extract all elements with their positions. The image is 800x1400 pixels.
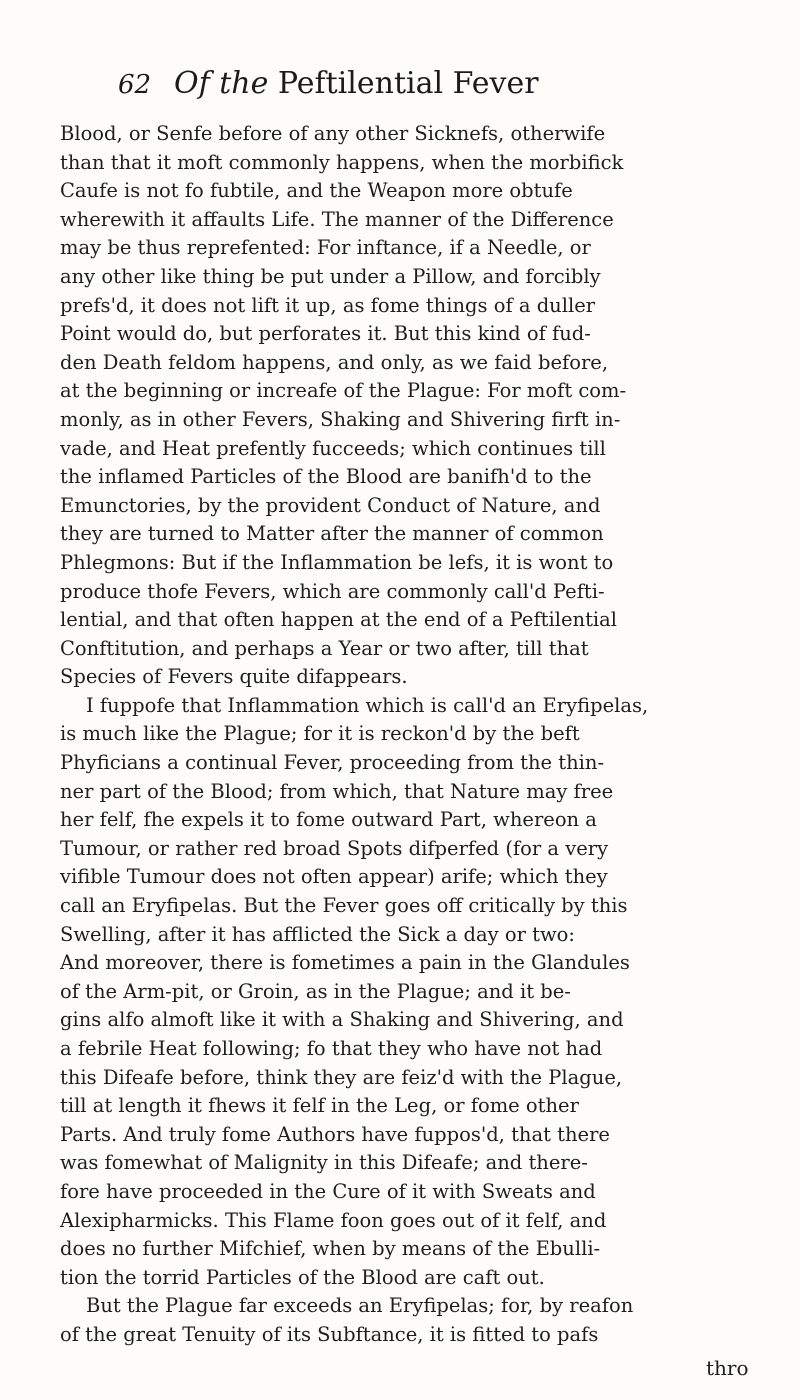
running-title <box>174 66 539 101</box>
paragraph-start-line: But the Plague far exceeds an Eryfipelas; for, by reafon <box>86 1294 634 1318</box>
text-line: fore have proceeded in the Cure of it with Sweats and <box>60 1179 596 1203</box>
text-line: den Death feldom happens, and only, as we faid before, <box>60 350 609 374</box>
text-line: Phlegmons: But if the Inflammation be lefs, it is wont to <box>60 550 614 574</box>
running-head <box>118 64 758 108</box>
text-line: Emunctories, by the provident Conduct of Nature, and <box>60 493 601 517</box>
text-line: Blood, or Senfe before of any other Sicknefs, otherwife <box>60 122 606 145</box>
text-line: Parts. And truly fome Authors have fuppos'd, that there <box>60 1122 610 1146</box>
text-line: was fomewhat of Malignity in this Difeafe; and there- <box>60 1151 588 1175</box>
text-line: tion the torrid Particles of the Blood are caft out. <box>60 1265 545 1289</box>
text-line: at the beginning or increafe of the Plague: For moft com- <box>60 379 627 403</box>
text-line: her felf, fhe expels it to fome outward Part, whereon a <box>60 808 597 832</box>
running-title-roman: Peftilential Fever <box>277 66 539 101</box>
text-line: And moreover, there is fometimes a pain in the Glandules <box>60 951 630 975</box>
text-line: Alexipharmicks. This Flame foon goes out of it felf, and <box>60 1208 607 1232</box>
paragraph-start-line: I fuppofe that Inflammation which is call'd an Eryfipelas, <box>86 693 649 717</box>
text-line: Species of Fevers quite difappears. <box>60 665 408 689</box>
text-line: vade, and Heat prefently fucceeds; which continues till <box>60 436 606 460</box>
text-line: Phyficians a continual Fever, proceeding from the thin- <box>60 751 605 775</box>
text-line: Point would do, but perforates it. But this kind of fud- <box>60 322 591 346</box>
text-line: Tumour, or rather red broad Spots difperfed (for a very <box>60 836 609 860</box>
text-line: monly, as in other Fevers, Shaking and Shivering firft in- <box>60 407 621 431</box>
text-line: Swelling, after it has afflicted the Sick a day or two: <box>60 922 575 946</box>
text-line: this Difeafe before, think they are feiz'd with the Plague, <box>60 1065 623 1089</box>
running-title-italic: Of the <box>174 66 269 101</box>
text-line: of the Arm-pit, or Groin, as in the Plague; and it be- <box>60 979 571 1003</box>
text-line: the inflamed Particles of the Blood are banifh'd to the <box>60 465 592 489</box>
text-line: call an Eryfipelas. But the Fever goes off critically by this <box>60 894 628 918</box>
text-line: ner part of the Blood; from which, that Nature may free <box>60 779 614 803</box>
text-line: is much like the Plague; for it is reckon'd by the beft <box>60 722 580 746</box>
page-number: 62 <box>118 70 152 100</box>
text-line: of the great Tenuity of its Subftance, it is fitted to pafs <box>60 1322 599 1346</box>
text-line: does no further Mifchief, when by means of the Ebulli- <box>60 1237 601 1261</box>
text-line: wherewith it affaults Life. The manner of the Difference <box>60 207 614 231</box>
text-line: they are turned to Matter after the manner of common <box>60 522 604 546</box>
text-line: may be thus reprefented: For inftance, if a Needle, or <box>60 236 591 260</box>
text-line: prefs'd, it does not lift it up, as fome things of a duller <box>60 293 596 317</box>
text-line: Caufe is not fo fubtile, and the Weapon more obtufe <box>60 179 573 203</box>
text-line: till at length it fhews it felf in the Leg, or fome other <box>60 1094 579 1118</box>
text-line: any other like thing be put under a Pillow, and forcibly <box>60 264 601 288</box>
text-line: than that it moft commonly happens, when the morbifick <box>60 150 624 174</box>
text-line: lential, and that often happen at the end of a Peftilential <box>60 608 618 632</box>
catchword: thro <box>706 1356 749 1380</box>
text-line: Conftitution, and perhaps a Year or two after, till that <box>60 636 589 660</box>
text-line: a febrile Heat following; fo that they who have not had <box>60 1037 603 1060</box>
text-line: vifible Tumour does not often appear) arife; which they <box>60 865 608 889</box>
text-line: produce thofe Fevers, which are commonly call'd Pefti- <box>60 579 605 603</box>
body-text <box>60 120 760 1350</box>
text-line: gins alfo almoft like it with a Shaking and Shivering, and <box>60 1008 624 1032</box>
